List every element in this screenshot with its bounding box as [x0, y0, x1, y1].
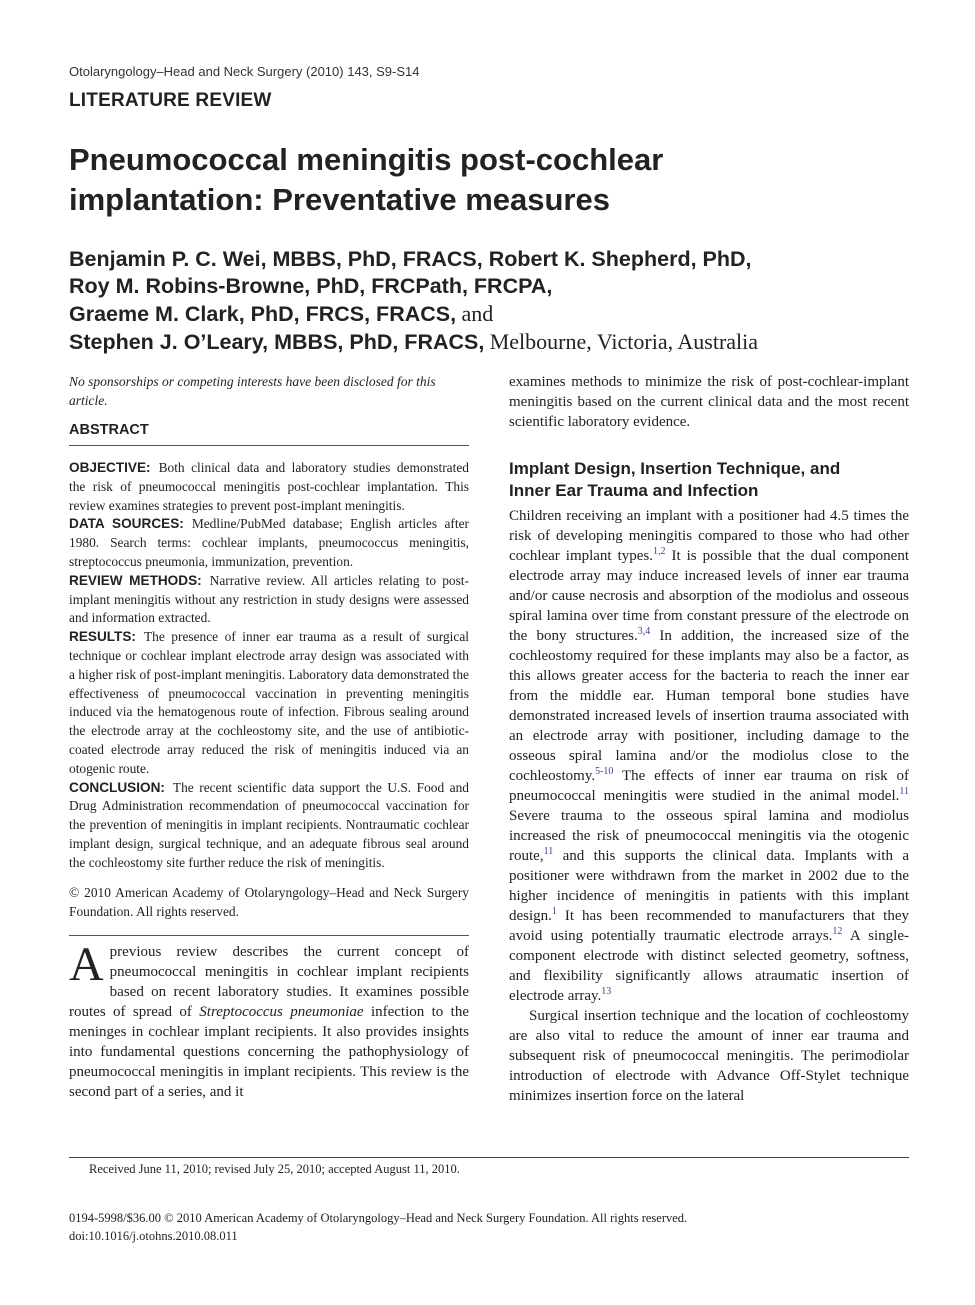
body-text: In addition, the increased size of the cochleostomy required for these implants may also be a factor, as this allows greater access for the bacteria to reach the inner ear from the middle ear. Human temporal bone studies have demonstrated increased levels of insertion trauma associated with an electrode array with positioner, including damage to the osseous spiral lamina and/or the modiolus close to the cochleostomy.	[509, 628, 909, 784]
abstract-text: Both clinical data and laboratory studies demonstrated the risk of pneumococcal meningitis post-cochlear implantation. This review examines strategies to prevent post-implant meningitis.	[69, 460, 469, 513]
body-text: The effects of inner ear trauma on risk of pneumococcal meningitis were studied in the animal model.	[509, 768, 909, 804]
abstract-text: The presence of inner ear trauma as a result of surgical technique or cochlear implant electrode array design was associated with a higher risk of post-implant meningitis. Laboratory data demonstrated the effectiveness of pneumococcal vaccination in preventing meningitis induced via the hematogenous route of infection. Fibrous sealing around the electrode array at the cochleostomy site, and the use of antibiotic-coated electrode array reduced the risk of meningitis induced via an otogenic route.	[69, 629, 469, 776]
abstract-data-sources	[69, 515, 469, 571]
species-name: Streptococcus pneumoniae	[199, 1003, 364, 1020]
abstract-heading: ABSTRACT	[69, 422, 469, 446]
body-text: Children receiving an implant with a positioner had 4.5 times the risk of developing meningitis compared to those who had other cochlear implant types.	[509, 508, 909, 564]
author-list	[69, 246, 949, 356]
title-line: Pneumococcal meningitis post-cochlear	[69, 142, 664, 177]
section-heading	[509, 458, 909, 502]
abstract-text: Medline/PubMed database; English articles after 1980. Search terms: cochlear implants, pneumococcus meningitis, streptococcus pneumonia, immunization, prevention.	[69, 516, 470, 569]
author-line: Graeme M. Clark, PhD, FRCS, FRACS,	[69, 302, 457, 326]
body-text: Severe trauma to the osseous spiral lamina and modiolus increased the risk of pneumococcal meningitis via the otogenic route,	[509, 808, 909, 864]
citation-link[interactable]: 5-10	[595, 766, 614, 777]
title-line: implantation: Preventative measures	[69, 182, 610, 217]
abstract-review-methods	[69, 572, 469, 628]
heading-line: Implant Design, Insertion Technique, and	[509, 459, 841, 478]
abstract-objective	[69, 459, 469, 515]
author-line: Stephen J. O’Leary, MBBS, PhD, FRACS,	[69, 330, 485, 354]
abstract-copyright: © 2010 American Academy of Otolaryngology–Head and Neck Surgery Foundation. All rights reserved.	[69, 884, 469, 919]
body-paragraph: Surgical insertion technique and the location of cochleostomy are also vital to reduce the amount of inner ear trauma and subsequent risk of pneumococcal meningitis. The perimodiolar introduction of electrode with Advance Off-Stylet technique minimizes insertion force on the lateral	[509, 1008, 909, 1104]
body-paragraph	[509, 506, 909, 1006]
citation-link[interactable]: 11	[899, 786, 909, 797]
citation-link[interactable]: 11	[543, 846, 554, 857]
right-column	[509, 372, 909, 1106]
abstract-conclusion	[69, 779, 469, 873]
journal-citation: Otolaryngology–Head and Neck Surgery (2010) 143, S9-S14	[69, 64, 420, 79]
heading-line: Inner Ear Trauma and Infection	[509, 481, 759, 500]
authors-conjunction: and	[461, 301, 494, 326]
abstract-label: OBJECTIVE:	[69, 460, 151, 475]
intro-continuation: examines methods to minimize the risk of post-cochlear-implant meningitis based on the current clinical data and the most recent scientific laboratory evidence.	[509, 374, 909, 430]
left-column	[69, 372, 469, 1102]
affiliation: Melbourne, Victoria, Australia	[489, 329, 759, 354]
abstract-label: DATA SOURCES:	[69, 516, 184, 532]
article-title	[69, 140, 929, 220]
intro-paragraph	[69, 937, 470, 1102]
intro-text: previous review describes the current concept of pneumococcal meningitis in cochlear implant recipients based on recent laboratory studies. It examines possible routes of spread of	[69, 943, 469, 1020]
abstract-text: Narrative review. All articles relating to post-implant meningitis without any restriction in study designs were assessed and information extracted.	[69, 572, 469, 626]
body-text: It has been recommended to manufacturers that they avoid using potentially traumatic electrode arrays.	[509, 908, 909, 944]
intro-text: infection to the meninges in cochlear implant recipients. It also provides insights into fundamental questions concerning the pathophysiology of pneumococcal meningitis in implant recipients. This review is the second part of a series, and it	[69, 1003, 470, 1100]
abstract-label: RESULTS:	[69, 629, 136, 645]
section-label: LITERATURE REVIEW	[69, 90, 272, 111]
abstract-results	[69, 628, 469, 778]
disclosure-note: No sponsorships or competing interests have been disclosed for this article.	[69, 374, 436, 408]
drop-cap: A	[69, 937, 104, 991]
abstract-label: CONCLUSION:	[69, 779, 165, 795]
divider	[69, 935, 469, 936]
author-line: Roy M. Robins-Browne, PhD, FRCPath, FRCPA,	[69, 274, 553, 298]
citation-link[interactable]: 1,2	[653, 546, 666, 557]
body-text: A single-component electrode with distinct selected geometry, softness, and flexibility significantly allows atraumatic insertion of electrode array.	[509, 928, 909, 1004]
abstract-label: REVIEW METHODS:	[69, 572, 202, 588]
body-text: and this supports the clinical data. Implants with a positioner were withdrawn from the market in 2002 due to the higher incidence of meningitis in patients with this implant design.	[509, 848, 909, 924]
citation-link[interactable]: 1	[551, 906, 557, 917]
citation-link[interactable]: 3,4	[637, 626, 651, 637]
received-dates: Received June 11, 2010; revised July 25, 2010; accepted August 11, 2010.	[89, 1162, 460, 1176]
issn-copyright: 0194-5998/$36.00 © 2010 American Academy of Otolaryngology–Head and Neck Surgery Foundation. All rights reserved.	[69, 1211, 688, 1225]
citation-link[interactable]: 13	[601, 986, 612, 997]
abstract-text: The recent scientific data support the U.S. Food and Drug Administration recommendation of pneumococcal vaccination for the prevention of meningitis in implant recipients. Nontraumatic cochlear implant design, surgical technique, and an adequate fibrous seal around the cochleostomy site further reduce the risk of meningitis.	[69, 779, 469, 870]
doi[interactable]: doi:10.1016/j.otohns.2010.08.011	[69, 1229, 238, 1243]
footer-divider	[69, 1157, 909, 1158]
body-text: It is possible that the dual component electrode array may induce increased levels of inner ear trauma and/or cause necrosis and absorption of the modiolus and osseous spiral lamina over time from constant pressure of the electrode on the bony structures.	[509, 548, 909, 644]
citation-link[interactable]: 12	[832, 926, 843, 937]
author-line: Benjamin P. C. Wei, MBBS, PhD, FRACS, Robert K. Shepherd, PhD,	[69, 247, 752, 271]
